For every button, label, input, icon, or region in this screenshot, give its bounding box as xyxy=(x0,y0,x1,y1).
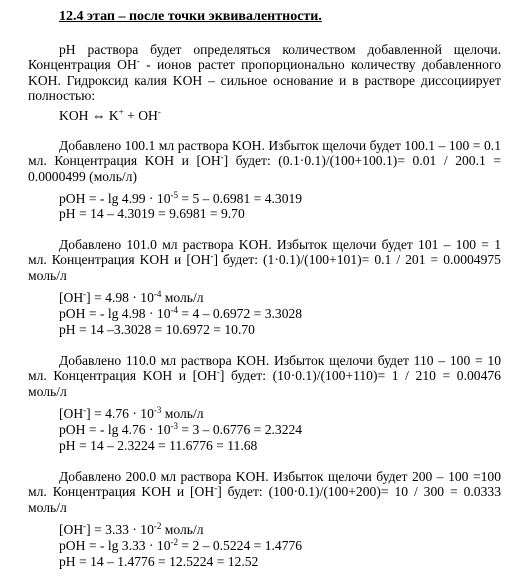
section-2-poh: pOH = - $\lg 4.98 \cdot 10^{-4} = 4 - 0.6972 = 3.3028$ xyxy=(59,305,303,321)
section-3-ph: pH = 14 – 2.3224 = 11.6776 = 11.68 xyxy=(59,438,258,453)
intro-text-part2: - ионов растет пропорционально количеству добавленного KOH. Гидроксид калия KOH – сильное основание и в растворе диссоциирует полностью: xyxy=(28,57,501,104)
dissociation-equation: KOH ⇔ K+ + OH- xyxy=(59,107,161,123)
section-1-paragraph: Добавлено 100.1 мл раствора KOH. Избыток щелочи будет 100.1 – 100 = 0.1 мл. Концентрация KOH и [OH-] будет: (0.1·0.1)/(100+100.1)= 0.01 / 200.1 = 0.0000499 (моль/л) xyxy=(28,138,501,184)
section-4-poh: pOH = - $\lg 3.33 \cdot 10^{-2} = 2 - 0.5224 = 1.4776$ xyxy=(59,537,303,553)
intro-paragraph xyxy=(28,42,501,104)
section-4-oh-concentration: $[OH^-] = 3.33 \cdot 10^{-2}$ моль/л xyxy=(59,521,204,537)
section-3-poh: pOH = - $\lg 4.76 \cdot 10^{-3} = 3 - 0.6776 = 2.3224$ xyxy=(59,421,303,437)
section-heading: 12.4 этап – после точки эквивалентности. xyxy=(59,9,322,24)
section-2-paragraph: Добавлено 101.0 мл раствора KOH. Избыток щелочи будет 101 – 100 = 1 мл. Концентрация KOH и [OH-] будет: (1·0.1)/(100+101)= 0.1 / 201 = 0.0004975 моль/л xyxy=(28,237,501,283)
intro-oh-superscript: - xyxy=(136,56,140,67)
section-1-poh: pOH = - $\lg 4.99 \cdot 10^{-5} = 5 - 0.6981 = 4.3019$ xyxy=(59,190,303,206)
section-2-ph: pH = 14 –3.3028 = 10.6972 = 10.70 xyxy=(59,322,255,337)
section-3-paragraph: Добавлено 110.0 мл раствора KOH. Избыток щелочи будет 110 – 100 = 10 мл. Концентрация KOH и [OH-] будет: (10·0.1)/(100+110)= 1 / 210 = 0.00476 моль/л xyxy=(28,353,501,399)
intro-text-part1: pH раствора будет определяться количеством добавленной щелочи. Концентрация OH xyxy=(28,42,501,73)
section-1-ph: pH = 14 – 4.3019 = 9.6981 = 9.70 xyxy=(59,206,245,221)
section-3-oh-concentration: $[OH^-] = 4.76 \cdot 10^{-3}$ моль/л xyxy=(59,405,204,421)
section-4-paragraph: Добавлено 200.0 мл раствора KOH. Избыток щелочи будет 200 – 100 =100 мл. Концентрация KOH и [OH-] будет: (100·0.1)/(100+200)= 10 / 300 = 0.0333 моль/л xyxy=(28,469,501,515)
section-4-ph: pH = 14 – 1.4776 = 12.5224 = 12.52 xyxy=(59,554,259,569)
section-2-oh-concentration: $[OH^-] = 4.98 \cdot 10^{-4}$ моль/л xyxy=(59,289,204,305)
